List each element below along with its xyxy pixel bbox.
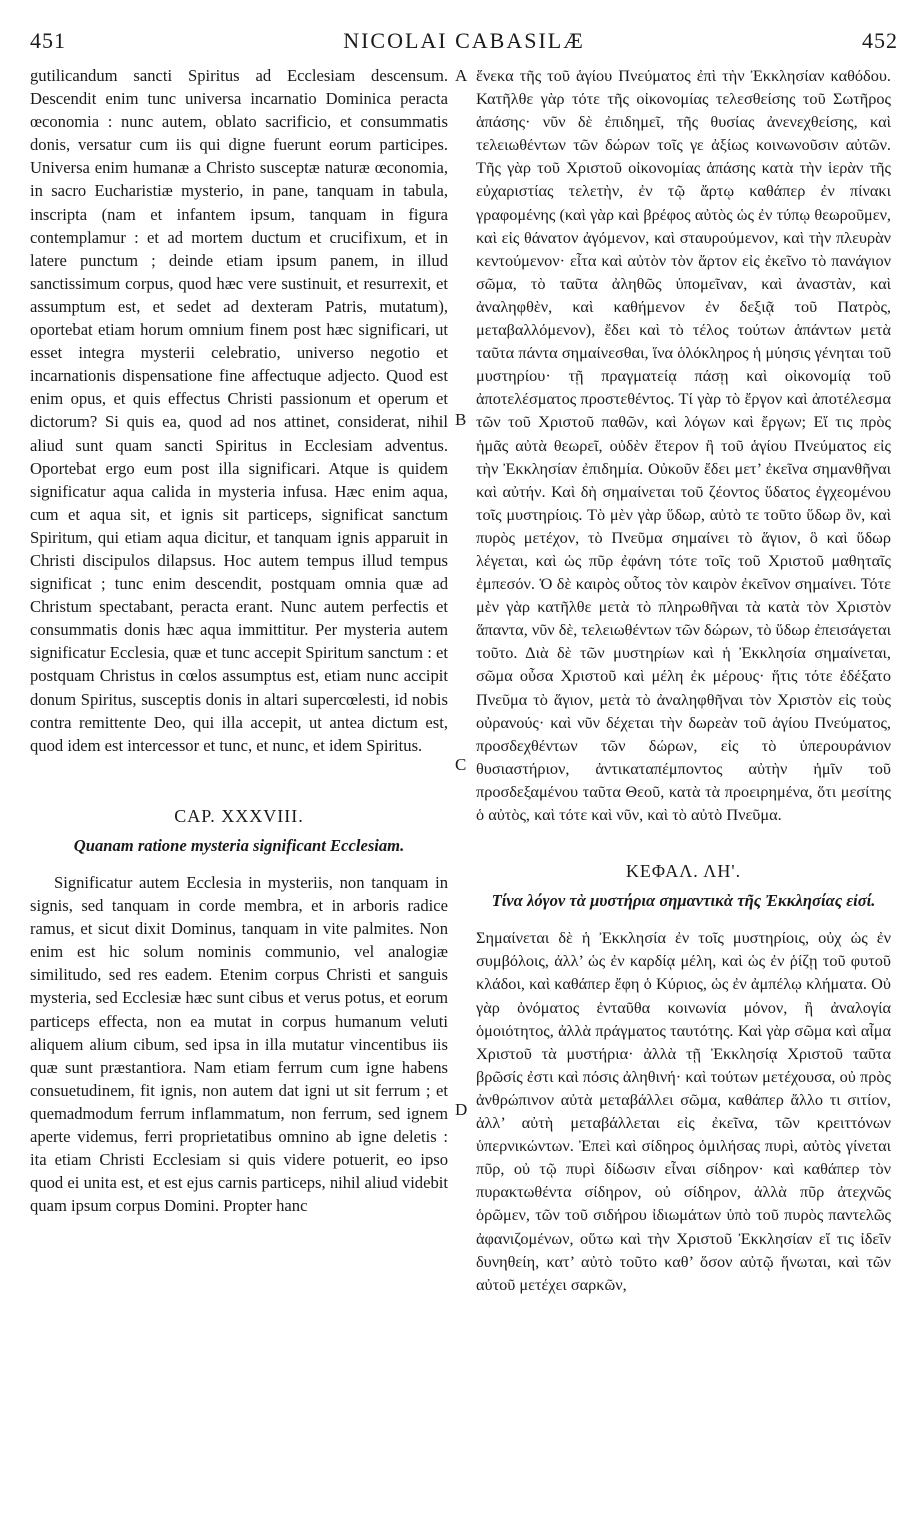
latin-column: [30, 64, 448, 1217]
page-header: [30, 28, 898, 58]
greek-paragraph-1: ἕνεκα τῆς τοῦ ἁγίου Πνεύματος ἐπὶ τὴν Ἐκκλησίαν καθόδου. Κατῆλθε γὰρ τότε τῆς οἰκονομίας τελεσθείσης τοῦ Σωτῆρος ἁπάσης· νῦν δὲ ἐπιδημεῖ, τῆς θυσίας ἀνενεχθείσης, καὶ τελειωθέντων τῶν δώρων τοῖς γε ἀξίως κοινωνοῦσιν αὐτῶν. Τῆς γὰρ τοῦ Χριστοῦ οἰκονομίας ἁπάσης κατὰ τὴν ἱερὰν τῆς εὐχαριστίας τελετὴν, ἐν τῷ ἄρτῳ καθάπερ ἐν πίνακι γραφομένης (καὶ γὰρ καὶ βρέφος αὐτὸς ὡς ἐν τύπῳ θεωροῦμεν, καὶ εἰς θάνατον ἀγόμενον, καὶ σταυρούμενον, καὶ τὴν πλευρὰν κεντούμενον· εἶτα καὶ αὐτὸν τὸν ἄρτον εἰς ἐκεῖνο τὸ πανάγιον σῶμα, τὸ ταῦτα ἀληθῶς ὑπομεῖναν, καὶ ἀναστὰν, καὶ ἀναληφθὲν, καὶ καθήμενον ἐν δεξιᾷ τοῦ Πατρὸς, μεταβαλλόμενον), ἔδει καὶ τὸ τέλος τούτων ἁπάντων μετὰ ταῦτα πάντα σημαίνεσθαι, ἵνα ὁλόκληρος ἡ μύησις γένηται τοῦ μυστηρίου· τῇ πραγματείᾳ πάσῃ καὶ οἰκονομίᾳ τοῦ ἀποτελέσματος προστεθέντος. Τί γὰρ τὸ ἔργον καὶ ἀποτέλεσμα τῶν τοῦ Χριστοῦ παθῶν, καὶ λόγων καὶ ἔργων; Εἴ τις πρὸς ἡμᾶς αὐτὰ θεωρεῖ, οὐδὲν ἕτερον ἢ τοῦ ἁγίου Πνεύματος εἰς τὴν Ἐκκλησίαν ἐπιδημία. Οὐκοῦν ἔδει μετ’ ἐκεῖνα σημανθῆναι καὶ αὐτήν. Καὶ δὴ σημαίνεται τοῦ ζέοντος ὕδατος ἐγχεομένου τοῖς μυστηρίοις. Τὸ μὲν γὰρ ὕδωρ, αὐτὸ τε τοῦτο ὕδωρ ὂν, καὶ πυρὸς μετέχον, τὸ Πνεῦμα σημαίνει τὸ ἅγιον, ὃ καὶ ὕδωρ λέγεται, καὶ ὡς πῦρ ἐφάνη τότε τοῖς τοῦ Χριστοῦ μαθηταῖς ἐμπεσόν. Ὁ δὲ καιρὸς οὗτος τὸν καιρὸν ἐκεῖνον σημαίνει. Τότε μὲν γὰρ κατῆλθε μετὰ τὸ πληρωθῆναι τὰ κατὰ τὸν Χριστὸν ἅπαντα, νῦν δὲ, τελειωθέντων τῶν δώρων, τὸ ὕδωρ ἐπεισάγεται τοῦτο. Διὰ δὲ τῶν μυστηρίων καὶ ἡ Ἐκκλησία σημαίνεται, σῶμα οὖσα Χριστοῦ καὶ μέλη ἐκ μέρους· ἥτις τότε ἐδέξατο Πνεῦμα τὸ ἅγιον, μετὰ τὸ ἀναληφθῆναι τὸν Χριστὸν εἰς τοὺς οὐρανούς· καὶ νῦν δέχεται τὴν δωρεὰν τοῦ ἁγίου Πνεύματος, προσδεχθέντων τῶν δώρων, εἰς τὸ ὑπερουράνιον θυσιαστήριον, ἀντικαταπέμποντος αὐτὴν ἡμῖν τοῦ προσδεξαμένου ταῦτα Θεοῦ, κατὰ τὰ προειρημένα, ὅτι μεσίτης ὁ αὐτὸς, καὶ τότε καὶ νῦν, καὶ τὸ αὐτὸ Πνεῦμα.: [476, 66, 891, 824]
greek-chapter-subtitle: Τίνα λόγον τὰ μυστήρια σημαντικὰ τῆς Ἐκκλησίας εἰσί.: [491, 891, 876, 911]
latin-paragraph-2: Significatur autem Ecclesia in mysteriis, non tanquam in signis, sed tanquam in corde membra, et in arboris radice ramus, et sicut dixit Dominus, tanquam in vite palmites. Non enim est hic solum nominis communio, vel analogiæ similitudo, sed res eadem. Etenim corpus Christi et sanguis mysteria, sed Ecclesiæ hæc sunt cibus et verus potus, et eorum particeps effecta, non ea mutat in corpus humanum veluti aliquem alium cibum, sed ipsa in illa mutatur vincentibus iis quæ sunt præstantiora. Nam etiam ferrum cum igne habens consuetudinem, fit ignis, non autem dat igni ut sit ferrum ; et quemadmodum ferrum inflammatum, non ferrum, sed ignem aperte videmus, ferri proprietatibus omnino ab igne deletis : ita etiam Christi Ecclesiam si quis videre potuerit, eo ipso quod ei unita est, et est ejus carnis particeps, nihil aliud videbit quam ipsum corpus Domini. Propter hanc: [30, 873, 448, 1216]
running-title: NICOLAI CABASILÆ: [343, 28, 585, 53]
page-number-left: 451: [30, 28, 66, 53]
latin-chapter-heading: CAP. XXXVIII.: [174, 805, 304, 826]
greek-paragraph-2: Σημαίνεται δὲ ἡ Ἐκκλησία ἐν τοῖς μυστηρίοις, οὐχ ὡς ἐν συμβόλοις, ἀλλ’ ὡς ἐν καρδίᾳ μέλη, καὶ ὡς ἐν ῥίζῃ τοῦ φυτοῦ κλάδοι, καὶ καθάπερ ἔφη ὁ Κύριος, ὡς ἐν ἀμπέλῳ κλήματα. Οὐ γὰρ ὀνόματος ἐνταῦθα κοινωνία μόνον, ἢ ἀναλογία ὁμοιότητος, ἀλλὰ πράγματος ταυτότης. Καὶ γὰρ σῶμα καὶ αἷμα Χριστοῦ τὰ μυστήρια· ἀλλὰ τῇ Ἐκκλησίᾳ Χριστοῦ ταῦτα βρῶσίς ἐστι καὶ πόσις ἀληθινή· καὶ τούτων μετέχουσα, οὐ πρὸς ἀνθρώπινον αὐτὰ μεταβάλλει σῶμα, καθάπερ ἄλλο τι σιτίον, ἀλλ’ αὐτὴ μεταβάλλεται εἰς ἐκεῖνα, τῶν κρειττόνων ὑπερνικώντων. Ἐπεὶ καὶ σίδηρος ὁμιλήσας πυρὶ, αὐτὸς γίνεται πῦρ, οὐ τῷ πυρὶ δίδωσιν εἶναι σίδηρον· καὶ καθάπερ τὸν πυρακτωθέντα σίδηρον, οὐ σίδηρον, ἀλλὰ πῦρ ἀτεχνῶς ὁρῶμεν, τῶν τοῦ σιδήρου ἰδιωμάτων ὑπὸ τοῦ πυρὸς παντελῶς ἀφανιζομένων, οὕτω καὶ τὴν Χριστοῦ Ἐκκλησίαν εἴ τις ἰδεῖν δυνηθείη, κατ’ αὐτὸ τοῦτο καθ’ ὅσον αὐτῷ ἥνωται, καὶ τῶν αὐτοῦ μετέχει σαρκῶν,: [476, 928, 891, 1294]
margin-letter-a: A: [455, 66, 468, 85]
margin-letter-b: B: [455, 410, 467, 429]
greek-column: [476, 64, 891, 1296]
greek-chapter-heading: ΚΕΦΑΛ. ΛΗ'.: [625, 861, 742, 882]
latin-paragraph-1: gutilicandum sancti Spiritus ad Ecclesiam descensum. Descendit enim tunc universa incarnatio Dominica peracta œconomia : nunc autem, oblato sacrificio, et consummatis donis, versatur cum iis qui digne fuerunt eorum participes. Universa enim humanæ a Christo susceptæ naturæ œconomia, in sacro Eucharistiæ mysterio, in pane, tanquam in tabula, inscripta (nam et infantem ipsum, tanquam in figura contemplamur : et ad mortem ductum et crucifixum, et in latere punctum ; deinde etiam ipsum panem, in illud sanctissimum corpus, quod hæc vere sustinuit, et resurrexit, et assumptum est, et sedet ad dexteram Patris, mutatum), oportebat etiam horum omnium finem post hæc significari, ut esset integra mysterii celebratio, universo negotio et incarnationis dispensatione fine affectuque adjecto. Quod est enim opus, et quis effectus Christi passionum et operum et dictorum? Si quis ea, quod ad nos attinet, considerat, nihil aliud sunt quam sancti Spiritus in Ecclesiam adventus. Oportebat ergo eum post illa significari. Atque is quidem significatur aqua calida in mysteria infusa. Hæc enim aqua, cum et aqua sit, et ignis sit particeps, significat sanctum Spiritum, qui etiam aqua dicitur, et tanquam ignis apparuit in Christi discipulos dilapsus. Hoc autem tempus illud tempus significat ; tunc enim descendit, postquam omnia quæ ad Christum spectabant, peracta erant. Nunc autem perfectis et consummatis donis hæc aqua immittitur. Per mysteria autem significatur Ecclesia, quæ et tunc accepit Spiritum sanctum : et postquam Christus in cœlos assumptus est, etiam nunc accipit donum Spiritus, susceptis donis in altari supercœlesti, id nobis contra remittente Deo, qui illa accepit, ut antea dictum est, quod idem est intercessor et tunc, et nunc, et idem Spiritus.: [30, 66, 448, 755]
page-number-right: 452: [862, 28, 898, 53]
margin-letter-d: D: [455, 1100, 468, 1119]
latin-chapter-subtitle: Quanam ratione mysteria significant Ecclesiam.: [73, 835, 405, 855]
margin-letter-c: C: [455, 755, 467, 774]
